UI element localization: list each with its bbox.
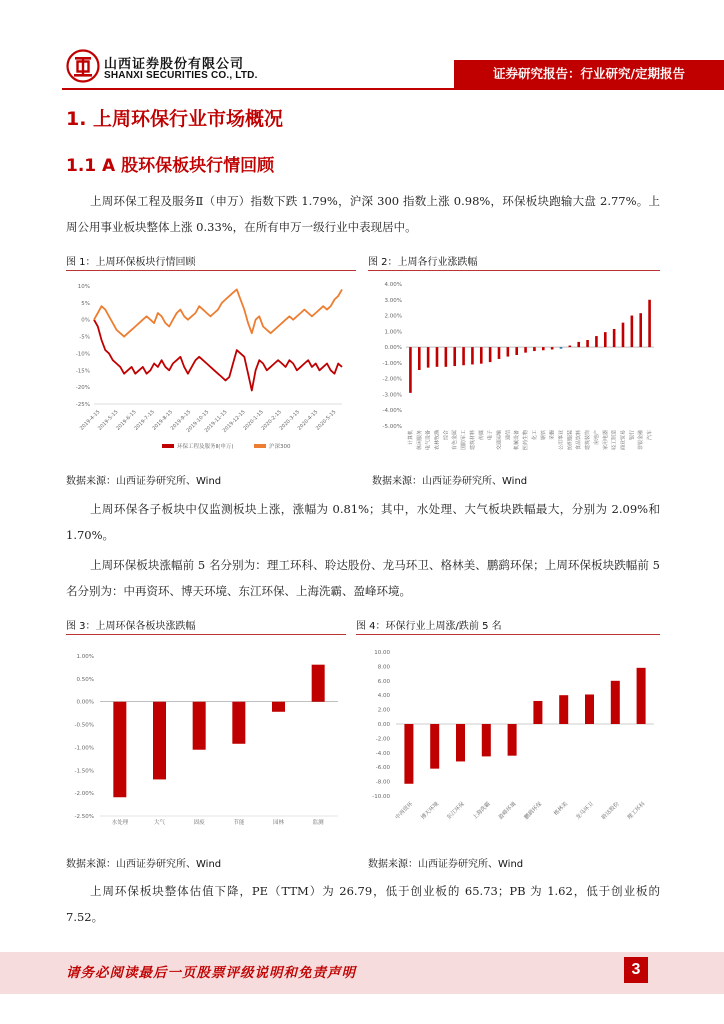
- figure-3-source: 数据来源：山西证券研究所、Wind: [66, 859, 222, 870]
- x-tick-label: 上海洗霸: [471, 801, 492, 821]
- x-tick-label: 食品饮料: [576, 430, 583, 451]
- bar: [611, 681, 620, 724]
- x-tick-label: 龙马环卫: [575, 801, 595, 821]
- x-tick-label: 银行: [629, 430, 636, 441]
- x-tick-label: 商业贸易: [620, 430, 627, 451]
- x-tick-label: 汽车: [647, 430, 654, 441]
- x-tick-label: 鹏鹞环保: [523, 801, 544, 821]
- page-number: 3: [624, 957, 648, 983]
- y-tick-label: -1.00%: [74, 745, 94, 752]
- y-tick-label: -1.00%: [382, 360, 402, 367]
- x-tick-label: 2019-9-15: [169, 409, 193, 432]
- x-tick-label: 监测: [312, 820, 324, 826]
- x-tick-label: 聆达股份: [600, 801, 621, 821]
- y-tick-label: -15%: [75, 368, 90, 375]
- x-tick-label: 家用电器: [602, 430, 609, 451]
- x-tick-label: 钢铁: [540, 430, 547, 441]
- x-tick-label: 2020-2-15: [260, 409, 283, 432]
- y-tick-label: 5%: [81, 300, 90, 307]
- x-tick-label: 建筑装饰: [585, 430, 592, 451]
- x-tick-label: 电子: [487, 430, 494, 441]
- x-tick-label: 农林牧渔: [434, 430, 441, 451]
- y-tick-label: 1.00%: [76, 654, 94, 660]
- y-tick-label: 0.00%: [384, 345, 402, 352]
- x-tick-label: 2019-7-15: [133, 409, 156, 432]
- figure-4-chart: [356, 640, 660, 846]
- figure-2-chart: [368, 276, 660, 462]
- y-tick-label: -4.00: [375, 750, 390, 757]
- x-tick-label: 建筑材料: [469, 430, 476, 451]
- x-tick-label: 2019-6-15: [115, 409, 138, 432]
- x-tick-label: 2020-1-15: [242, 409, 265, 432]
- x-tick-label: 大气: [153, 820, 166, 826]
- bar: [436, 347, 439, 367]
- x-tick-label: 2019-8-15: [151, 409, 175, 432]
- y-tick-label: -2.00%: [382, 376, 402, 383]
- bar: [508, 724, 517, 756]
- bar: [559, 695, 568, 724]
- x-tick-label: 2019-10-15: [185, 409, 211, 434]
- x-tick-label: 国防军工: [461, 430, 468, 451]
- bar: [533, 347, 536, 351]
- y-tick-label: 0.00%: [76, 699, 94, 706]
- y-tick-label: 4.00: [377, 693, 390, 700]
- y-tick-label: 3.00%: [384, 297, 402, 304]
- y-tick-label: -8.00: [375, 779, 390, 786]
- y-tick-label: 6.00: [377, 678, 390, 685]
- x-tick-label: 东江环保: [446, 801, 466, 821]
- bar: [232, 702, 245, 744]
- x-tick-label: 轻工制造: [611, 430, 618, 451]
- bar: [622, 323, 625, 347]
- bar: [113, 702, 126, 798]
- disclaimer-notice: 请务必阅读最后一页股票评级说明和免责声明: [66, 965, 356, 981]
- y-tick-label: -4.00%: [382, 408, 402, 415]
- y-tick-label: 10%: [77, 284, 90, 290]
- bar: [637, 668, 646, 724]
- x-tick-label: 博天环境: [420, 801, 441, 821]
- x-tick-label: 2019-5-15: [97, 409, 120, 432]
- y-tick-label: 1.00%: [384, 329, 402, 336]
- bar: [551, 347, 554, 349]
- bar: [507, 347, 510, 356]
- page-header: [0, 0, 724, 96]
- bar: [604, 332, 607, 347]
- bar: [639, 313, 642, 347]
- figure-3-rule: [66, 634, 346, 635]
- y-tick-label: -6.00: [375, 765, 390, 772]
- legend-swatch: [162, 444, 174, 448]
- legend-label: 沪深300: [269, 444, 291, 450]
- bar: [445, 347, 448, 367]
- x-tick-label: 采掘: [549, 430, 556, 441]
- x-tick-label: 纺织服装: [567, 430, 574, 451]
- x-tick-label: 节能: [233, 820, 245, 826]
- figure-1-chart: [66, 276, 356, 462]
- x-tick-label: 园林: [272, 820, 285, 826]
- x-tick-label: 有色金属: [452, 430, 459, 451]
- subsection-heading: 1.1 A 股环保板块行情回顾: [66, 156, 275, 176]
- bar: [462, 347, 465, 365]
- x-tick-label: 固废: [193, 820, 205, 826]
- x-tick-label: 公用事业: [558, 430, 565, 451]
- bar: [453, 347, 456, 366]
- y-tick-label: 10.00: [374, 650, 390, 656]
- bar: [577, 342, 580, 347]
- bar: [430, 724, 439, 769]
- x-tick-label: 机械设备: [514, 430, 521, 451]
- shanxi-securities-logo-icon: [66, 49, 100, 83]
- x-tick-label: 2019-4-15: [78, 409, 102, 432]
- summary-paragraph-2: 上周环保各子板块中仅监测板块上涨，涨幅为 0.81%；其中，水处理、大气板块跌幅最大，分别为 2.09%和 1.70%。: [66, 502, 660, 542]
- y-tick-label: 0.50%: [76, 676, 94, 683]
- bar: [427, 347, 430, 368]
- y-tick-label: -10.00: [372, 794, 390, 800]
- x-tick-label: 房地产: [593, 430, 600, 446]
- bar: [631, 316, 634, 348]
- y-tick-label: -1.50%: [74, 768, 94, 775]
- y-tick-label: 2.00%: [384, 313, 402, 320]
- y-tick-label: -25%: [75, 402, 90, 408]
- bar: [585, 694, 594, 724]
- x-tick-label: 2020-5-15: [314, 409, 338, 432]
- header-divider: [62, 88, 724, 90]
- bar: [480, 347, 483, 364]
- bar: [648, 300, 651, 347]
- bar: [482, 724, 491, 756]
- y-tick-label: -0.50%: [74, 722, 94, 729]
- x-tick-label: 通信: [505, 430, 512, 441]
- x-tick-label: 计算机: [407, 430, 414, 446]
- bar: [489, 347, 492, 362]
- figure-3-chart: [66, 640, 346, 846]
- x-tick-label: 2020-4-15: [296, 409, 320, 432]
- x-tick-label: 化工: [531, 430, 538, 441]
- bar: [153, 702, 166, 780]
- x-tick-label: 中再资环: [394, 801, 415, 821]
- y-tick-label: -5.00%: [382, 424, 402, 430]
- bar: [595, 336, 598, 347]
- bar: [404, 724, 413, 784]
- x-tick-label: 电气设备: [425, 430, 432, 451]
- y-tick-label: -10%: [75, 351, 90, 358]
- x-tick-label: 盈峰环境: [497, 801, 518, 821]
- figure-1-rule: [66, 270, 356, 271]
- section-heading: 1. 上周环保行业市场概况: [66, 108, 284, 130]
- x-tick-label: 格林美: [553, 801, 570, 818]
- x-tick-label: 2019-12-15: [221, 409, 247, 434]
- x-tick-label: 交通运输: [496, 430, 503, 451]
- bar: [515, 347, 518, 355]
- bar: [193, 702, 206, 750]
- figure-2-source: 数据来源：山西证券研究所、Wind: [372, 476, 528, 487]
- figure-2-title: 图 2：上周各行业涨跌幅: [368, 257, 478, 268]
- x-tick-label: 医药生物: [523, 430, 530, 451]
- y-tick-label: 4.00%: [384, 282, 402, 288]
- bar: [542, 347, 545, 350]
- figure-3-title: 图 3：上周环保各板块涨跌幅: [66, 621, 196, 632]
- legend-label: 环保工程及服务Ⅱ(申万): [177, 444, 234, 450]
- x-tick-label: 综合: [443, 430, 450, 441]
- figure-4-title: 图 4：环保行业上周涨/跌前 5 名: [356, 621, 502, 632]
- figure-1-source: 数据来源：山西证券研究所、Wind: [66, 476, 222, 487]
- bar: [409, 347, 412, 393]
- bar: [560, 347, 563, 349]
- y-tick-label: -2.00%: [74, 791, 94, 798]
- bar: [613, 329, 616, 347]
- x-tick-label: 理工环科: [626, 801, 647, 821]
- figure-4-rule: [356, 634, 660, 635]
- y-tick-label: -3.00%: [382, 392, 402, 399]
- series-line: [94, 289, 342, 336]
- figure-2-rule: [368, 270, 660, 271]
- company-name-cn: 山西证券股份有限公司: [104, 57, 245, 72]
- x-tick-label: 2020-3-15: [278, 409, 302, 432]
- bar: [456, 724, 465, 761]
- report-type-banner: 证券研究报告：行业研究/定期报告: [454, 60, 724, 88]
- y-tick-label: 2.00: [377, 707, 390, 714]
- x-tick-label: 传媒: [478, 430, 485, 441]
- bar: [498, 347, 501, 359]
- bar: [272, 702, 285, 712]
- bar: [312, 665, 325, 702]
- x-tick-label: 2019-11-15: [203, 409, 229, 434]
- bar: [524, 347, 527, 353]
- summary-paragraph-3: 上周环保板块涨幅前 5 名分别为：理工环科、聆达股份、龙马环卫、格林美、鹏鹞环保；上周环保板块跌幅前 5 名分别为：中再资环、博天环境、东江环保、上海洗霸、盈峰环境。: [66, 558, 660, 598]
- valuation-paragraph: 上周环保板块整体估值下降，PE（TTM）为 26.79，低于创业板的 65.73；PB 为 1.62，低于创业板的 7.52。: [66, 884, 660, 924]
- y-tick-label: 8.00: [377, 664, 390, 671]
- summary-paragraph-1: 上周环保工程及服务Ⅱ（申万）指数下跌 1.79%，沪深 300 指数上涨 0.98%，环保板块跑输大盘 2.77%。上周公用事业板块整体上涨 0.33%，在所有申万一级行业中表现居中。: [66, 194, 660, 234]
- bar: [418, 347, 421, 370]
- bar: [533, 701, 542, 724]
- y-tick-label: -2.50%: [74, 814, 94, 820]
- y-tick-label: 0.00: [377, 722, 390, 728]
- bar: [471, 347, 474, 364]
- y-tick-label: 0%: [81, 317, 90, 324]
- y-tick-label: -20%: [75, 385, 90, 392]
- bar: [569, 346, 572, 348]
- company-name-en: SHANXI SECURITIES CO., LTD.: [104, 70, 258, 81]
- figure-4-source: 数据来源：山西证券研究所、Wind: [368, 859, 524, 870]
- x-tick-label: 休闲服务: [416, 430, 423, 451]
- y-tick-label: -2.00: [375, 736, 390, 743]
- legend-swatch: [254, 444, 266, 448]
- figure-1-title: 图 1：上周环保板块行情回顾: [66, 257, 196, 268]
- bar: [586, 340, 589, 347]
- x-tick-label: 水处理: [111, 820, 129, 826]
- y-tick-label: -5%: [79, 334, 90, 341]
- x-tick-label: 非银金融: [638, 430, 645, 451]
